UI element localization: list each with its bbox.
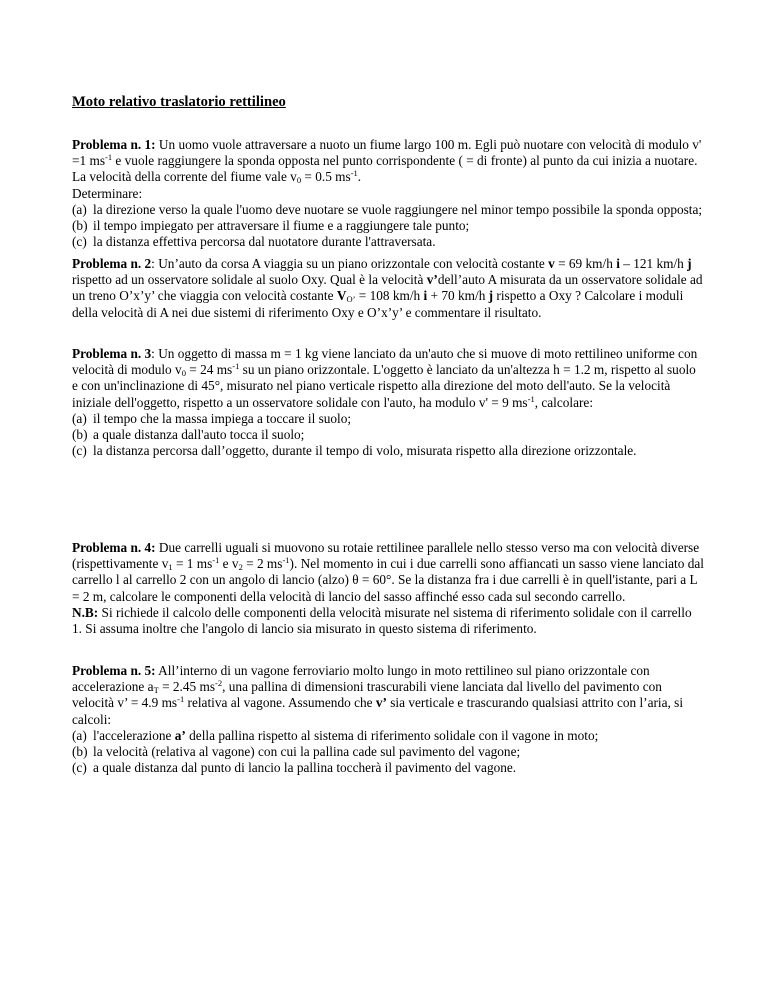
list-item: [72, 728, 704, 744]
problem-5-text: , una pallina di dimensioni trascurabili viene lanciata dal livello del pavimento con velocità v’ = 4.9 ms: [72, 679, 662, 711]
problem-1-intro: [72, 137, 704, 186]
item-letter: (a): [72, 727, 87, 743]
item-letter: (c): [72, 760, 87, 776]
vector-symbol: v: [548, 256, 555, 271]
list-item: [72, 744, 704, 760]
problem-5-text: sia verticale e trascurando qualsiasi attrito con l’aria, si calcoli:: [72, 695, 684, 727]
subscript: 0: [181, 368, 186, 379]
problem-2-text: dell’auto A misurata da un osservatore solidale ad un treno O’x’y’ che viaggia con velocità costante: [72, 272, 703, 304]
problem-5-intro: [72, 663, 704, 728]
nb-label: N.B:: [72, 604, 99, 620]
item-text: il tempo impiegato per attraversare il fiume e a raggiungere tale punto;: [93, 218, 470, 234]
item-text-part: della pallina rispetto al sistema di riferimento solidale con il vagone in moto;: [185, 727, 599, 743]
vector-symbol: i: [616, 256, 620, 271]
problem-2-text: + 70 km/h: [427, 288, 489, 304]
superscript: -1: [212, 555, 220, 566]
problem-5-label: Problema n. 5:: [72, 663, 156, 678]
problem-1-text: = 0.5 ms: [301, 169, 351, 185]
problem-2-intro: [72, 256, 704, 321]
item-letter: (b): [72, 427, 88, 443]
problem-4-note: [72, 605, 704, 637]
superscript: -1: [282, 555, 290, 566]
subscript: O’: [346, 294, 356, 305]
item-text: la direzione verso la quale l'uomo deve nuotare se vuole raggiungere nel minor tempo possibile la sponda opposta;: [93, 201, 703, 217]
item-text: il tempo che la massa impiega a toccare il suolo;: [93, 410, 352, 426]
list-item: [72, 427, 704, 443]
superscript: -1: [177, 694, 185, 705]
problem-4-text: ). Nel momento in cui i due carrelli sono affiancati un sasso viene lanciato dal carrello l al carrello 2 con un angolo di lancio (alzo) θ = 60°. Se la distanza fra i due carrelli è in quell'istante, pari a L = 2 m, calcolare le componenti della velocità di lancio del sasso affinché esso cada sul secondo carrello.: [72, 556, 704, 604]
problem-2-label: Problema n. 2: [72, 256, 152, 271]
list-item: [72, 443, 704, 459]
item-letter: (a): [72, 201, 87, 217]
item-text-part: l'accelerazione: [93, 727, 175, 743]
item-letter: (c): [72, 234, 87, 250]
list-item: [72, 411, 704, 427]
problem-2-text: = 108 km/h: [355, 288, 424, 304]
problem-4-label: Problema n. 4:: [72, 540, 156, 555]
problem-2: [72, 256, 704, 321]
problem-5-text: relativa al vagone. Assumendo che: [184, 695, 376, 711]
problem-2-text: = 69 km/h: [554, 256, 617, 271]
superscript: -1: [527, 393, 535, 404]
list-item: [72, 234, 704, 250]
problem-3-text: = 24 ms: [185, 362, 233, 378]
vector-symbol: j: [687, 256, 692, 271]
problem-1-text: e vuole raggiungere la sponda opposta nel punto corrispondente ( = di fronte) al punto da cui inizia a nuotare. La velocità della corrente del fiume vale v: [72, 153, 698, 185]
vector-symbol: v’: [426, 272, 438, 288]
problem-5: [72, 663, 704, 776]
problem-2-text: rispetto ad un osservatore solidale al suolo Oxy. Qual è la velocità: [72, 272, 427, 288]
problem-4-intro: [72, 540, 704, 605]
problem-3: [72, 346, 704, 459]
problem-4-text: e v: [219, 556, 239, 572]
problem-1-label: Problema n. 1:: [72, 137, 156, 152]
item-text: a quale distanza dal punto di lancio la pallina toccherà il pavimento del vagone.: [93, 760, 517, 776]
problem-2-text: rispetto a Oxy ? Calcolare i moduli della velocità di A nei due sistemi di riferimento Oxy e O’x’y’ e commentare il risultato.: [72, 288, 684, 320]
vector-symbol: V: [336, 288, 347, 304]
vector-symbol: a’: [174, 727, 186, 743]
superscript: -1: [350, 168, 358, 179]
item-text: la distanza percorsa dall’oggetto, durante il tempo di volo, misurata rispetto alla direzione orizzontale.: [93, 443, 637, 459]
problem-3-intro: [72, 346, 704, 411]
problem-4: [72, 540, 704, 637]
problem-1: [72, 137, 704, 250]
item-letter: (a): [72, 410, 87, 426]
problem-2-text: – 121 km/h: [619, 256, 688, 271]
item-text: [93, 728, 704, 744]
problem-3-text: , calcolare:: [534, 394, 594, 410]
problem-1-prompt: Determinare:: [72, 185, 143, 201]
problem-4-text: Due carrelli uguali si muovono su rotaie rettilinee parallele nello stesso verso ma con velocità diverse (rispettivamente v: [72, 540, 700, 572]
problem-4-text: = 1 ms: [172, 556, 213, 572]
problem-3-label: Problema n. 3: [72, 346, 152, 361]
list-item: [72, 202, 704, 218]
problem-5-text: = 2.45 ms: [158, 679, 216, 695]
subscript: 2: [238, 562, 243, 573]
item-letter: (b): [72, 218, 88, 234]
problem-2-text: : Un’auto da corsa A viaggia su un piano orizzontale con velocità costante: [151, 256, 549, 271]
list-item: [72, 760, 704, 776]
superscript: -1: [232, 361, 240, 372]
vector-symbol: j: [488, 288, 494, 304]
item-text: la velocità (relativa al vagone) con cui la pallina cade sul pavimento del vagone;: [93, 744, 521, 760]
subscript: T: [153, 685, 159, 696]
problem-1-text: Un uomo vuole attraversare a nuoto un fiume largo 100 m. Egli può nuotare con velocità di modulo v' =1 ms: [72, 137, 702, 169]
vector-symbol: v’: [375, 695, 387, 711]
item-letter: (b): [72, 744, 88, 760]
document-title: Moto relativo traslatorio rettilineo: [72, 94, 286, 110]
superscript: -1: [105, 152, 113, 163]
problem-4-text: = 2 ms: [242, 556, 283, 572]
problem-5-text: All’interno di un vagone ferroviario molto lungo in moto rettilineo sul piano orizzontale con accelerazione a: [72, 663, 650, 695]
problem-3-text: su un piano orizzontale. L'oggetto è lanciato da un'altezza h = 1.2 m, rispetto al suolo e con un'inclinazione di 45°, misurato nel piano verticale rispetto alla direzione del moto dell'auto. Se la velocità iniziale dell'oggetto, rispetto a un osservatore solidale con l'auto, ha modulo v' = 9 ms: [72, 362, 696, 410]
problem-1-text: .: [357, 169, 362, 185]
list-item: [72, 218, 704, 234]
superscript: -2: [215, 678, 223, 689]
subscript: 1: [168, 562, 173, 573]
nb-text: Si richiede il calcolo delle componenti della velocità misurate nel sistema di riferimento solidale con il carrello 1. Si assuma inoltre che l'angolo di lancio sia misurato in questo sistema di riferimento.: [72, 604, 692, 637]
item-text: a quale distanza dall'auto tocca il suolo;: [93, 427, 305, 443]
problem-3-text: : Un oggetto di massa m = 1 kg viene lanciato da un'auto che si muove di moto rettilineo uniforme con velocità di modulo v: [72, 346, 698, 378]
vector-symbol: i: [423, 288, 428, 304]
item-text: la distanza effettiva percorsa dal nuotatore durante l'attraversata.: [93, 234, 436, 250]
item-letter: (c): [72, 443, 87, 459]
subscript: 0: [296, 175, 302, 186]
